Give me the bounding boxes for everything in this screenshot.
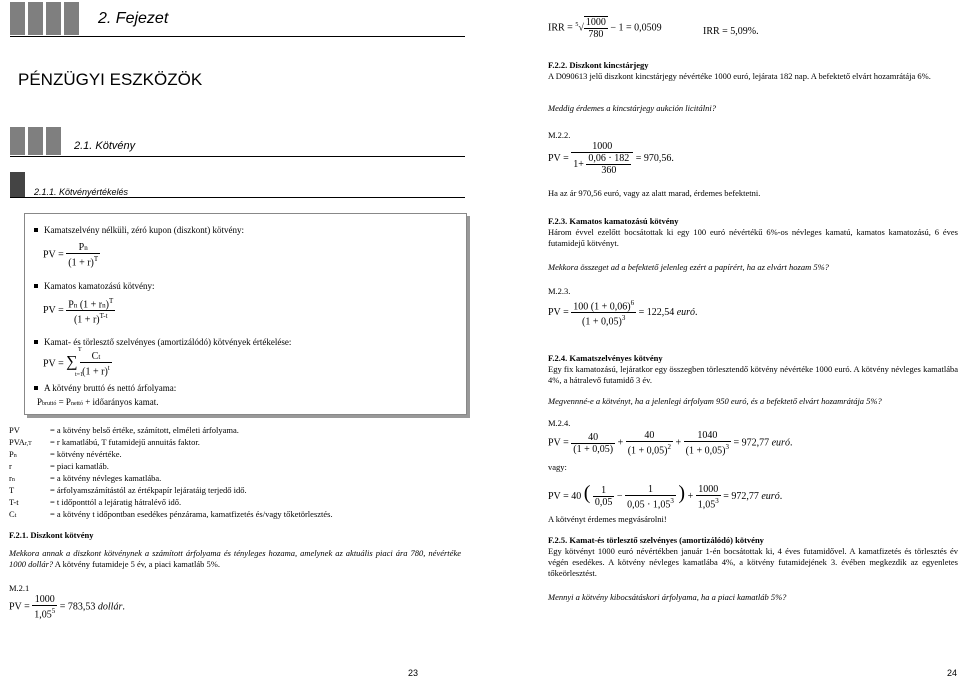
def-desc-Tt: = t időponttól a lejáratig hátralévő idő. xyxy=(50,497,182,507)
section-square-2 xyxy=(28,127,43,155)
def-sym-rn: rn xyxy=(9,473,15,483)
m23-label: M.2.3. xyxy=(548,286,571,296)
page-number-right: 24 xyxy=(947,668,958,678)
page-number-left: 23 xyxy=(408,668,419,678)
section-square-3 xyxy=(46,127,61,155)
def-sym-pv: PV xyxy=(9,425,20,435)
header-square-1 xyxy=(10,2,25,35)
def-desc-pn: = kötvény névértéke. xyxy=(50,449,122,459)
sum-lower-limit: t=1 xyxy=(75,372,84,378)
f221-title: F.2.1. Diszkont kötvény xyxy=(9,530,94,540)
section-rule xyxy=(10,156,465,157)
chapter-label: 2. Fejezet xyxy=(98,10,169,27)
f222-text: A D090613 jelű diszkont kincstárjegy névértéke 1000 euró, lejárata 182 nap. A befektető elvárt hozamrátája 6%. xyxy=(548,71,931,81)
def-desc-pva: = r kamatlábú, T futamidejű annuitás faktor. xyxy=(50,437,200,447)
section-square-1 xyxy=(10,127,25,155)
formula-amortizing: PV = ∑ $\frac{Ct}{(1 + r)^t}$ xyxy=(43,351,110,378)
m21-formula: PV = $\frac{1000}{1,05^5}$ = 783,53 dollár. xyxy=(9,594,125,621)
bullet-amortizing: Kamat- és törlesztő szelvényes (amortizálódó) kötvények értékelése: xyxy=(44,337,292,347)
f223-question: Mekkora összeget ad a befektető jelenleg ezért a papírért, ha az elvárt hozam 5%? xyxy=(548,262,829,272)
m24-formula-a: PV = $\frac{40}{(1 + 0,05)}$ + $\frac{40}{(1 + 0,05)^2}$ + $\frac{1040}{(1 + 0,05)^3}$ = 972,77 euró. xyxy=(548,430,793,457)
subsection-title: 2.1.1. Kötvényértékelés xyxy=(34,187,129,197)
subsection-rule xyxy=(10,197,465,198)
def-sym-Tt: T-t xyxy=(9,497,19,507)
header-square-4 xyxy=(64,2,79,35)
m21-label: M.2.1 xyxy=(9,583,30,593)
formula-compound: PV = $\frac{Pn (1 + rn)^T}{(1 + r)^{T-t}}$ xyxy=(43,297,114,326)
gross-net-formula: Pbruttó = Pnettó + időarányos kamat. xyxy=(37,397,159,407)
main-title: PÉNZÜGYI ESZKÖZÖK xyxy=(18,70,203,89)
f222-title: F.2.2. Diszkont kincstárjegy xyxy=(548,60,649,70)
def-desc-T: = árfolyamszámítástól az értékpapír lejáratáig terjedő idő. xyxy=(50,485,247,495)
formula-box xyxy=(24,213,467,415)
f224-title: F.2.4. Kamatszelvényes kötvény xyxy=(548,353,663,363)
m24-formula-b: PV = 40 ( $\frac{1}{0,05}$ − $\frac{1}{0,05 \cdot 1,05^3}$ ) + $\frac{1000}{1,05^3}$ = 972,77 euró. xyxy=(548,482,783,510)
f222-question: Meddig érdemes a kincstárjegy aukción licitálni? xyxy=(548,103,716,113)
header-square-2 xyxy=(28,2,43,35)
header-square-3 xyxy=(46,2,61,35)
def-sym-pva: PVAr,T xyxy=(9,437,32,447)
f224-text: Egy fix kamatozású, lejáratkor egy összegben törlesztendő kötvény névértéke 1000 euró. A kötvény névleges kamatlába 4%, a hátralevő futamidő 3 év. xyxy=(548,364,958,385)
def-desc-rn: = a kötvény névleges kamatlába. xyxy=(50,473,162,483)
f221-text: Mekkora annak a diszkont kötvénynek a számított árfolyama és tényleges hozama, amelynek az aktuális piaci ára 780, névértéke 1000 dollár? A kötvény futamideje 5 év, a piaci kamatláb 5%. xyxy=(9,548,461,569)
m22-label: M.2.2. xyxy=(548,130,571,140)
m22-text: Ha az ár 970,56 euró, vagy az alatt marad, érdemes befektetni. xyxy=(548,188,761,198)
sum-upper-limit: T xyxy=(78,347,82,353)
def-sym-T: T xyxy=(9,485,15,495)
irr-formula: IRR = $^5$√ $\frac{1000}{780}$ − 1 = 0,0509 xyxy=(548,17,662,40)
f225-text: Egy kötvényt 1000 euró névértékben január 1-én bocsátottak ki, 4 éves futamidővel. A kamatfizetés és törlesztés év végén esedékes. A kötvény névleges kamatlába 4%, a kötvény futamidejének 3. évében megkezdik az egyenletes tőkeörlesztést. xyxy=(548,546,958,578)
def-desc-pv: = a kötvény belső értéke, számított, elméleti árfolyama. xyxy=(50,425,239,435)
f225-title: F.2.5. Kamat-és törlesztő szelvényes (amortizálódó) kötvény xyxy=(548,535,764,545)
def-sym-r: r xyxy=(9,461,12,471)
subsection-square xyxy=(10,172,25,197)
bullet-zero-coupon: Kamatszelvény nélküli, zéró kupon (diszkont) kötvény: xyxy=(44,225,244,235)
f223-text: Három évvel ezelőtt bocsátottak ki egy 100 euró névértékű 6%-os névleges kamatú, kamatos kamatozású, 6 éves futamidejű kötvényt. xyxy=(548,227,958,248)
def-sym-Ct: Ct xyxy=(9,509,17,519)
def-desc-r: = piaci kamatláb. xyxy=(50,461,109,471)
def-sym-pn: Pn xyxy=(9,449,17,459)
def-desc-Ct: = a kötvény t időpontban esedékes pénzárama, kamatfizetés és/vagy tőketörlesztés. xyxy=(50,509,333,519)
section-title: 2.1. Kötvény xyxy=(74,140,136,152)
m23-formula: PV = $\frac{100 (1 + 0,06)^6}{(1 + 0,05)^3}$ = 122,54 euró. xyxy=(548,299,698,328)
irr-result: IRR = 5,09%. xyxy=(703,26,759,37)
header-rule xyxy=(10,36,465,37)
bullet-compound: Kamatos kamatozású kötvény: xyxy=(44,281,155,291)
f224-question: Megvennné-e a kötvényt, ha a jelenlegi árfolyam 950 euró, és a befektető elvárt hozamrátája 5%? xyxy=(548,396,882,406)
m24-label: M.2.4. xyxy=(548,418,571,428)
m24-conclusion: A kötvényt érdemes megvásárolni! xyxy=(548,514,667,524)
m22-formula: PV = 1000 1+ $\frac{0,06 \cdot 182}{360}$ = 970,56. xyxy=(548,141,674,176)
formula-zero-coupon: PV = $\frac{Pn}{(1 + r)^T}$ xyxy=(43,242,99,269)
f225-question: Mennyi a kötvény kibocsátáskori árfolyama, ha a piaci kamatláb 5%? xyxy=(548,592,787,602)
m24-vagy: vagy: xyxy=(548,462,567,472)
f223-title: F.2.3. Kamatos kamatozású kötvény xyxy=(548,216,679,226)
bullet-gross-net: A kötvény bruttó és nettó árfolyama: xyxy=(44,383,177,393)
